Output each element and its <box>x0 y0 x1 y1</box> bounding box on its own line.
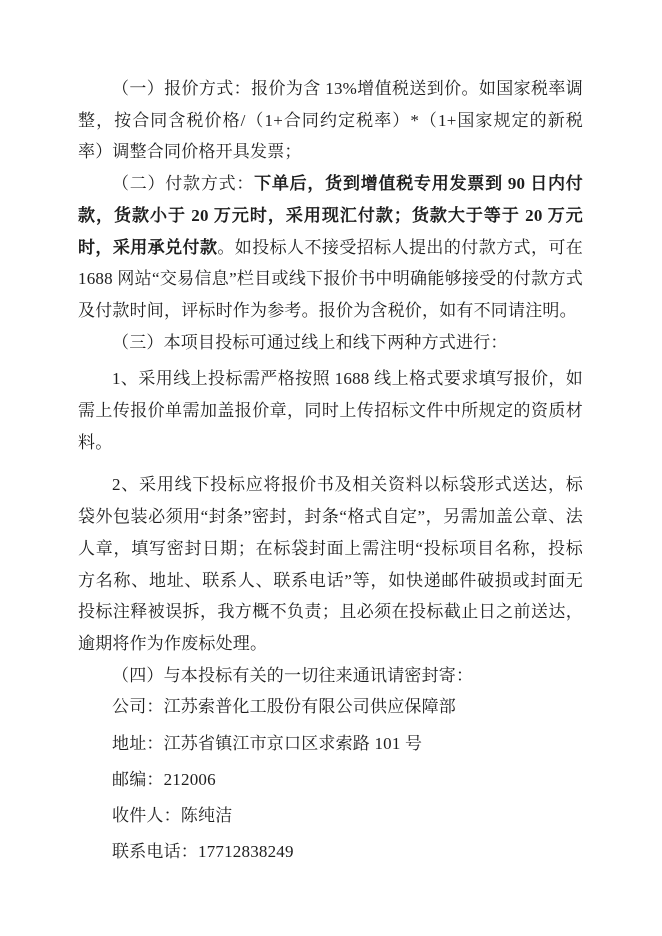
contact-line <box>78 728 583 760</box>
paragraph <box>78 469 583 659</box>
text-run: （四）与本投标有关的一切往来通讯请密封寄： <box>112 665 474 685</box>
text-run: （三）本项目投标可通过线上和线下两种方式进行： <box>112 332 508 352</box>
contact-line <box>78 764 583 796</box>
contact-line <box>78 836 583 868</box>
paragraph <box>78 327 583 359</box>
text-run: （一）报价方式：报价为含 13%增值税送到价。如国家税率调整，按合同含税价格/（1+合同约定税率）*（1+国家规定的新税率）调整合同价格开具发票； <box>78 79 583 162</box>
contact-line <box>78 800 583 832</box>
contact-line <box>78 691 583 723</box>
text-run: 联系电话：17712838249 <box>112 842 294 862</box>
document-body <box>78 73 583 872</box>
paragraph <box>78 168 583 327</box>
text-run: 。如投标人不接受招标人提出的付款方式，可在 1688 网站“交易信息”栏目或线下报价书中明确能够接受的付款方式及付款时间，评标时作为参考。报价为含税价，如有不同请注明。 <box>78 237 583 320</box>
text-run: 地址：江苏省镇江市京口区求索路 101 号 <box>112 733 423 753</box>
text-run: 公司：江苏索普化工股份有限公司供应保障部 <box>112 697 456 717</box>
text-run: 2、采用线下投标应将报价书及相关资料以标袋形式送达，标袋外包装必须用“封条”密封，封条“格式自定”，另需加盖公章、法人章，填写密封日期；在标袋封面上需注明“投标项目名称，投标方名称、地址、联系人、联系电话”等，如快递邮件破损或封面无投标注释被误拆，我方概不负责；且必须在投标截止日之前送达，逾期将作为作废标处理。 <box>78 475 583 653</box>
text-run: 1、采用线上投标需严格按照 1688 线上格式要求填写报价，如需上传报价单需加盖报价章，同时上传招标文件中所规定的资质材料。 <box>78 369 583 452</box>
paragraph <box>78 660 583 692</box>
bold-text-run: 下单后，货到增值税专用发票到 90 日内付款，货款小于 20 万元时，采用现汇付款；货款大于等于 20 万元时，采用承兑付款 <box>78 174 583 257</box>
text-run: （二）付款方式： <box>112 174 255 194</box>
text-run: 邮编：212006 <box>112 769 216 789</box>
paragraph <box>78 73 583 168</box>
paragraph <box>78 363 583 458</box>
text-run: 收件人：陈纯洁 <box>112 805 233 825</box>
